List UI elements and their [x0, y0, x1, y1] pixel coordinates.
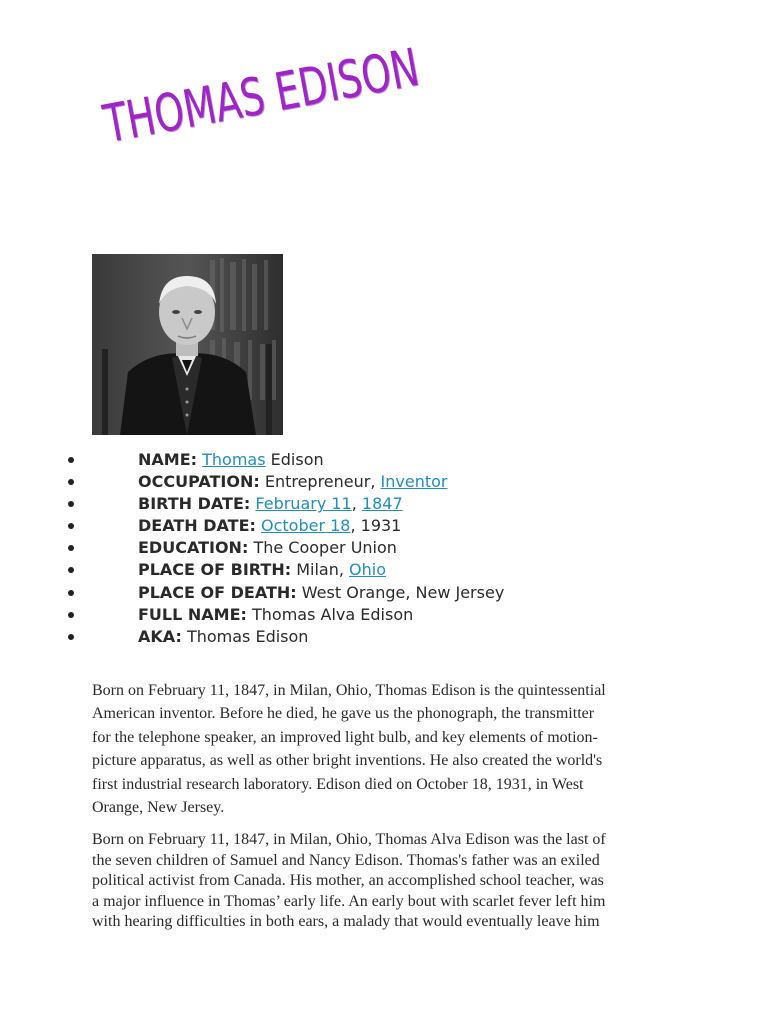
fact-label: PLACE OF DEATH:	[138, 582, 297, 602]
fact-item	[0, 449, 504, 471]
portrait-photo	[92, 254, 283, 435]
fact-label: FULL NAME:	[138, 604, 247, 624]
fact-link[interactable]: Ohio	[349, 560, 386, 580]
early-life-paragraph	[92, 830, 692, 933]
fact-item	[0, 582, 504, 604]
fact-value: Edison	[265, 450, 324, 469]
paragraph-line: a major influence in Thomas’ early life. An early bout with scarlet fever left him	[92, 892, 606, 910]
fact-value: ,	[351, 494, 362, 514]
bullet-icon	[68, 634, 74, 640]
fact-label: AKA:	[138, 626, 182, 646]
fact-label: PLACE OF BIRTH:	[138, 560, 292, 580]
paragraph-line: political activist from Canada. His mother, an accomplished school teacher, was	[92, 872, 604, 890]
fact-label: DEATH DATE:	[138, 516, 256, 536]
paragraph-line: Born on February 11, 1847, in Milan, Ohio, Thomas Alva Edison was the last of	[92, 831, 606, 848]
fact-value: Entrepreneur,	[264, 472, 381, 492]
fact-label: EDUCATION:	[138, 538, 249, 558]
bullet-icon	[68, 479, 74, 485]
fact-value: Thomas Alva Edison	[252, 604, 414, 624]
paragraph-line: American inventor. Before he died, he gave us the phonograph, the transmitter	[92, 705, 595, 723]
fact-value: Thomas Edison	[186, 626, 309, 646]
fact-value: West Orange, New Jersey	[301, 582, 505, 602]
fact-item	[0, 626, 504, 648]
fact-label: NAME:	[138, 450, 198, 469]
fact-value: Milan,	[296, 560, 350, 580]
bullet-icon	[68, 501, 74, 507]
paragraph-line: Orange, New Jersey.	[92, 799, 225, 817]
fact-link[interactable]: February 11	[255, 494, 352, 514]
fact-item	[0, 515, 504, 537]
bullet-icon	[68, 612, 74, 618]
fact-label: BIRTH DATE:	[138, 494, 251, 514]
paragraph-line: picture apparatus, as well as other bright inventions. He also created the world's	[92, 752, 603, 770]
fact-link[interactable]: Inventor	[380, 472, 448, 492]
fact-item	[0, 537, 504, 559]
fact-item	[0, 493, 504, 515]
fact-value: , 1931	[350, 516, 402, 536]
bullet-icon	[68, 457, 74, 463]
paragraph-line: the seven children of Samuel and Nancy Edison. Thomas's father was an exiled	[92, 851, 600, 869]
fact-label: OCCUPATION:	[138, 472, 260, 492]
facts-list	[0, 449, 504, 648]
paragraph-line: first industrial research laboratory. Edison died on October 18, 1931, in West	[92, 775, 584, 793]
fact-value: The Cooper Union	[253, 538, 397, 558]
bullet-icon	[68, 567, 74, 573]
fact-item	[0, 471, 504, 493]
bullet-icon	[68, 590, 74, 596]
bullet-icon	[68, 523, 74, 529]
fact-item	[0, 559, 504, 581]
page-title: THOMAS EDISON	[99, 37, 424, 156]
paragraph-line: Born on February 11, 1847, in Milan, Ohio, Thomas Edison is the quintessential	[92, 682, 606, 699]
intro-paragraph	[92, 679, 692, 819]
fact-link[interactable]: Thomas	[202, 450, 266, 469]
paragraph-line: for the telephone speaker, an improved light bulb, and key elements of motion-	[92, 728, 598, 746]
fact-link[interactable]: October 18	[260, 516, 351, 536]
fact-item	[0, 604, 504, 626]
paragraph-line: with hearing difficulties in both ears, a malady that would eventually leave him	[92, 913, 600, 931]
fact-link[interactable]: 1847	[361, 494, 403, 514]
bullet-icon	[68, 545, 74, 551]
